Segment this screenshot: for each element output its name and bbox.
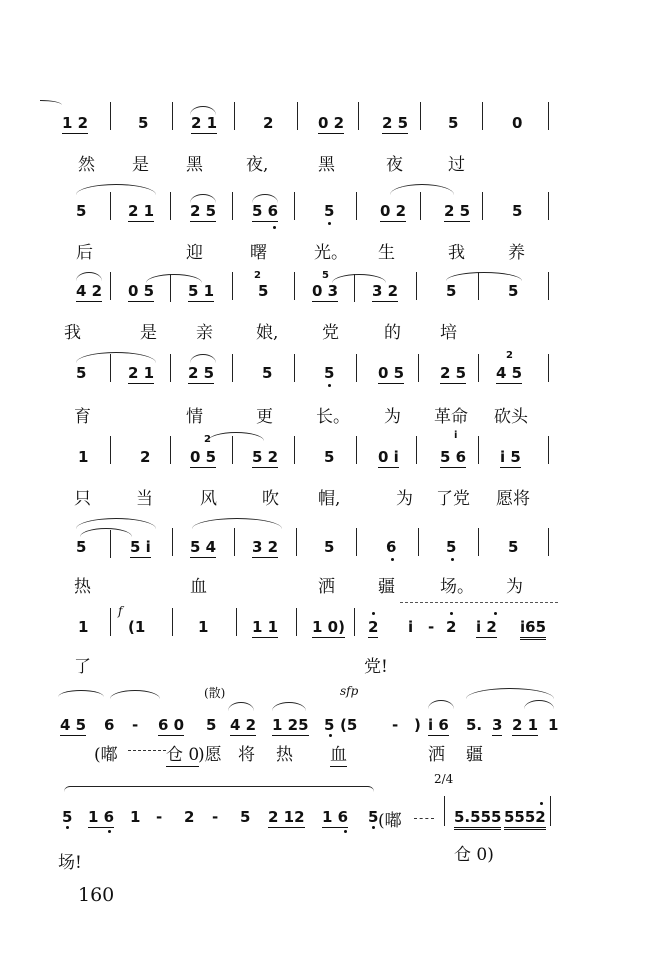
note-group: - — [132, 716, 139, 734]
note-group: i 5 — [500, 448, 521, 466]
note-group: 5 — [508, 538, 519, 556]
note-group: 0 2 — [318, 114, 345, 132]
note-group: 1 6 — [88, 808, 115, 826]
note-group: 0 — [512, 114, 523, 132]
lyric: 我 — [64, 323, 81, 343]
note-group: 1 6 — [322, 808, 349, 826]
lyric: 培 — [440, 323, 457, 343]
note-group: 5 — [138, 114, 149, 132]
lyric: 仓 0 — [166, 740, 199, 767]
lyric: 将 — [238, 745, 255, 765]
note-group: 1 1 — [252, 618, 279, 636]
lyric: 我 — [448, 243, 465, 263]
note-group: 6 0 — [158, 716, 185, 734]
lyric: 仓 0) — [454, 845, 494, 865]
lyric: 帽, — [318, 489, 341, 509]
note-group: 1 — [78, 618, 89, 636]
lyric: 风 — [200, 489, 217, 509]
lyric: 的 — [384, 323, 401, 343]
note-group: 5 — [206, 716, 217, 734]
note-group: 2 — [446, 618, 457, 636]
note-group: (1 — [128, 618, 146, 636]
note-group: 2 — [368, 618, 379, 636]
note-group: 2 1 — [191, 114, 218, 132]
tempo-mark-free: (散) — [204, 686, 226, 700]
lyric: 吹 — [262, 489, 279, 509]
note-group: i65 — [520, 618, 546, 640]
grace-note: 5 — [322, 270, 329, 281]
lyric: 为 — [396, 489, 413, 509]
lyric: 为 — [506, 577, 523, 597]
note-group: 5 — [262, 364, 273, 382]
note-group: 5 4 — [190, 538, 217, 556]
lyric: 场! — [58, 853, 82, 873]
grace-note: i — [454, 430, 458, 441]
note-group: 1 — [548, 716, 559, 734]
lyric: 洒 — [428, 745, 445, 765]
note-group: 5 1 — [188, 282, 215, 300]
lyric: 了党 — [436, 489, 470, 509]
note-group: - — [428, 618, 435, 636]
note-group: 2 — [140, 448, 151, 466]
lyric: 革命 — [434, 407, 468, 427]
note-group: 2 5 — [190, 202, 217, 220]
lyric: )愿 — [198, 745, 222, 765]
note-group: 3 2 — [252, 538, 279, 556]
grace-note: 2 — [204, 434, 211, 445]
note-group: - — [392, 716, 399, 734]
note-group: 5 — [258, 282, 269, 300]
note-group: 5. — [466, 716, 483, 734]
lyric: 愿将 — [496, 489, 530, 509]
lyric: 砍头 — [494, 407, 528, 427]
note-group: 2 — [263, 114, 274, 132]
lyric: (嘟 — [94, 745, 118, 765]
lyric: 夜 — [386, 155, 403, 175]
note-group: 2 5 — [382, 114, 409, 132]
note-group: 5 — [240, 808, 251, 826]
lyric: 光。 — [314, 243, 348, 263]
dynamic-forte: f — [118, 604, 123, 618]
note-group: 2 5 — [444, 202, 471, 220]
note-group: 5 — [76, 202, 87, 220]
note-group: 5 — [368, 808, 379, 826]
lyric: 情 — [186, 407, 203, 427]
note-group: 2 5 — [440, 364, 467, 382]
lyric: 然 — [78, 155, 95, 175]
note-group: 0 5 — [378, 364, 405, 382]
lyric: 是 — [140, 323, 157, 343]
lyric: 生 — [378, 243, 395, 263]
note-group: 0 5 — [190, 448, 217, 466]
note-group: i — [408, 618, 414, 636]
note-group: - — [212, 808, 219, 826]
lyric: 黑 — [318, 155, 335, 175]
lyric: 血 — [190, 577, 207, 597]
page-number: 160 — [78, 884, 115, 906]
note-group: 2 1 — [128, 364, 155, 382]
note-group: 1 — [130, 808, 141, 826]
lyric: 了 — [74, 657, 91, 677]
note-group: 3 — [492, 716, 503, 734]
lyric: 更 — [256, 407, 273, 427]
note-group: 2 1 — [512, 716, 539, 734]
note-group: 0 3 — [312, 282, 339, 300]
note-group: 4 2 — [230, 716, 257, 734]
lyric: 血 — [330, 740, 347, 767]
lyric: 过 — [448, 155, 465, 175]
lyric: 养 — [508, 243, 525, 263]
lyric: 后 — [76, 243, 93, 263]
note-group: 5 i — [130, 538, 151, 556]
note-group: 5 — [446, 282, 457, 300]
note-group: 5 — [508, 282, 519, 300]
lyric: 曙 — [250, 243, 267, 263]
time-signature: 2/4 — [434, 772, 454, 786]
dynamic-sfp: sfp — [340, 684, 359, 698]
note-group: 1 — [198, 618, 209, 636]
note-group: 1 2 — [62, 114, 89, 132]
note-group: 4 5 — [60, 716, 87, 734]
note-group: 2 12 — [268, 808, 305, 826]
grace-note: 2 — [254, 270, 261, 281]
lyric: 迎 — [186, 243, 203, 263]
note-group: - — [156, 808, 163, 826]
note-group: 5 — [76, 538, 87, 556]
lyric: 当 — [136, 489, 153, 509]
lyric: 黑 — [186, 155, 203, 175]
lyric: 疆 — [378, 577, 395, 597]
lyric: 亲 — [196, 323, 213, 343]
note-group: 5 — [324, 538, 335, 556]
note-group: 5 6 — [252, 202, 279, 220]
note-group: 5 6 — [440, 448, 467, 466]
lyric: 场。 — [440, 577, 474, 597]
note-group: 1 25 — [272, 716, 309, 734]
note-group: (5 — [340, 716, 358, 734]
note-group: 6 — [386, 538, 397, 556]
note-group: 5 — [448, 114, 459, 132]
lyric: 热 — [276, 745, 293, 765]
note-group: 5.555 — [454, 808, 501, 830]
note-group: 6 — [104, 716, 115, 734]
lyric: 只 — [74, 489, 91, 509]
note-group: 5 — [324, 448, 335, 466]
note-group: 5 2 — [252, 448, 279, 466]
grace-note: 2 — [506, 350, 513, 361]
lyric: 育 — [74, 407, 91, 427]
lyric: 热 — [74, 577, 91, 597]
note-group: i 2 — [476, 618, 497, 636]
note-group: 2 1 — [128, 202, 155, 220]
note-group: 2 — [184, 808, 195, 826]
note-group: 0 i — [378, 448, 399, 466]
lyric: 为 — [384, 407, 401, 427]
lyric: 洒 — [318, 577, 335, 597]
note-group: 5 — [324, 364, 335, 382]
note-group: 0 5 — [128, 282, 155, 300]
note-group: ) — [414, 716, 421, 734]
lyric: 党! — [364, 657, 388, 677]
lyric: 长。 — [316, 407, 350, 427]
note-group: 1 0) — [312, 618, 345, 636]
note-group: 5 — [512, 202, 523, 220]
note-group: 5 — [446, 538, 457, 556]
note-group: 5 — [324, 716, 335, 734]
note-group: 0 2 — [380, 202, 407, 220]
note-group: 5 — [76, 364, 87, 382]
note-group: 5 — [324, 202, 335, 220]
lyric: 夜, — [246, 155, 269, 175]
lyric: (嘟 — [378, 811, 402, 831]
note-group: 3 2 — [372, 282, 399, 300]
lyric: 党 — [322, 323, 339, 343]
note-group: 2 5 — [188, 364, 215, 382]
note-group: 4 5 — [496, 364, 523, 382]
note-group: 4 2 — [76, 282, 103, 300]
lyric: 娘, — [256, 323, 279, 343]
note-group: 5 — [62, 808, 73, 826]
lyric: 是 — [132, 155, 149, 175]
note-group: 5552 — [504, 808, 546, 830]
note-group: i 6 — [428, 716, 449, 734]
note-group: 1 — [78, 448, 89, 466]
lyric: 疆 — [466, 745, 483, 765]
